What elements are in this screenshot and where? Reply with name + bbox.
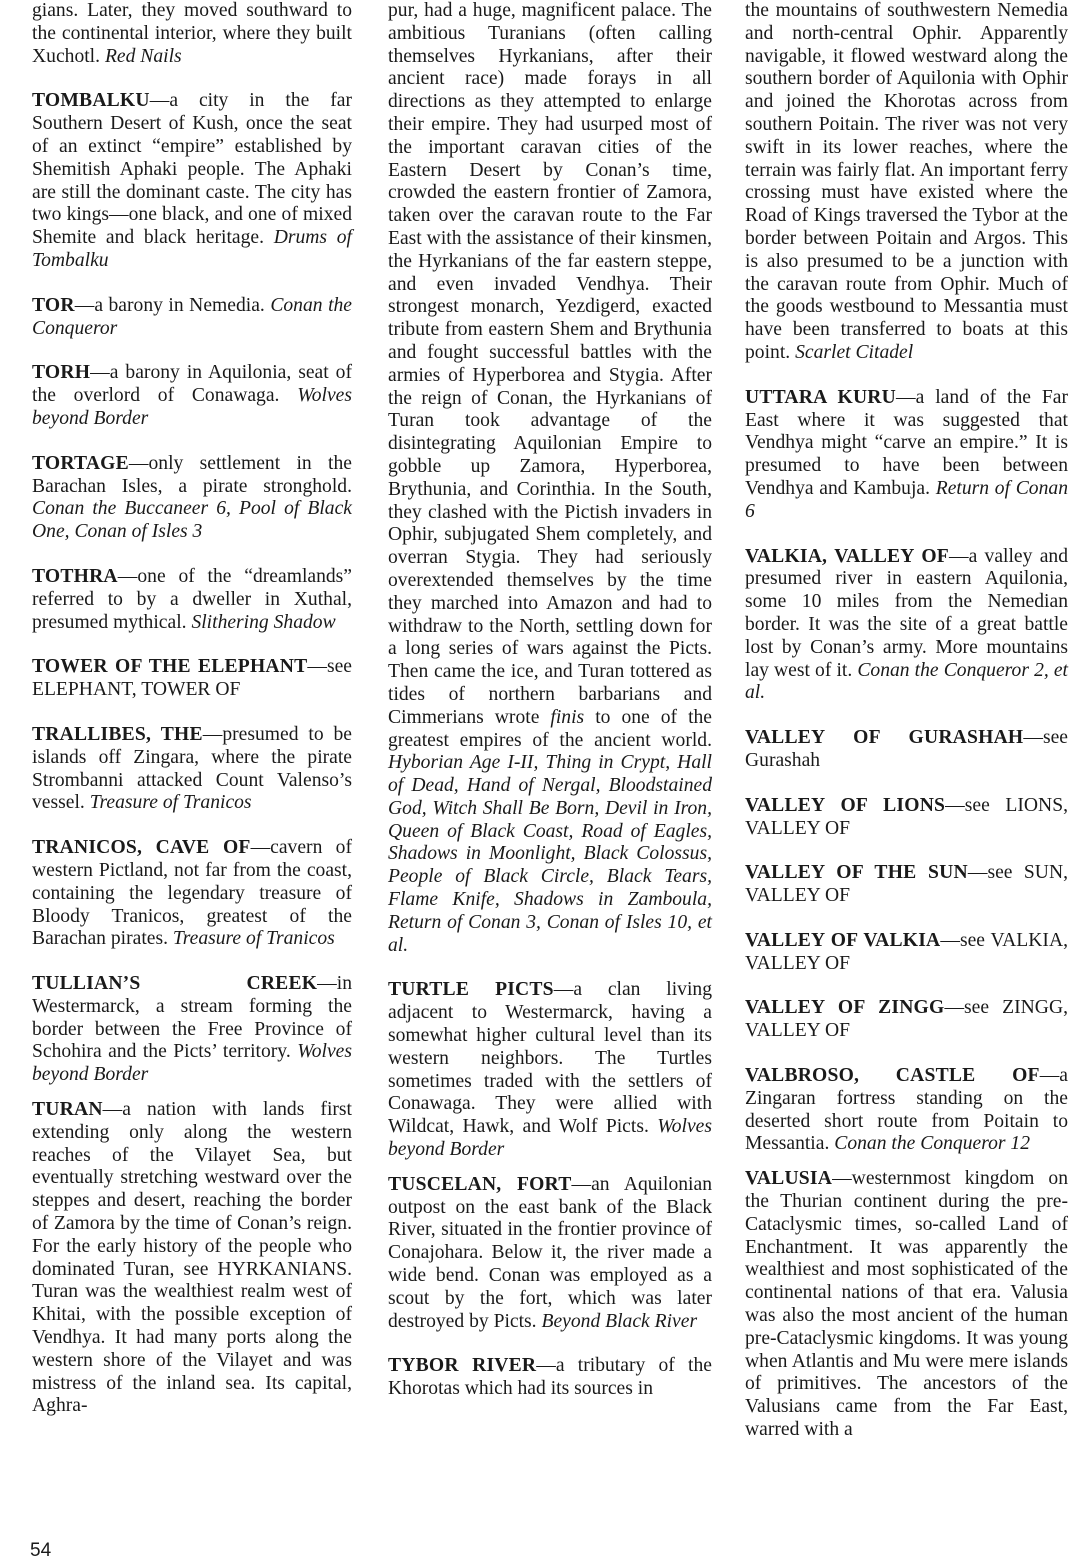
headword: VALLEY OF THE SUN [745, 862, 968, 884]
entry-body: —see VALKIA, VALLEY OF [745, 929, 1068, 974]
headword: TOWER OF THE ELEPHANT [32, 656, 308, 678]
entry-body: —see ELEPHANT, TOWER OF [32, 656, 352, 701]
entry-reference: Wolves beyond Border [32, 385, 352, 429]
headword: VALUSIA [745, 1168, 833, 1190]
entry-reference: Wolves beyond Border [32, 1041, 352, 1086]
entry-body: —see ZINGG, VALLEY OF [745, 997, 1068, 1042]
entry-turan-continued [388, 0, 712, 957]
entry-tybor-continued [745, 0, 1068, 365]
headword: TOTHRA [32, 565, 118, 587]
entry-body: —a city in the far Southern Desert of Kush, once the seat of an extinct “empire” established by Shemitish Aphaki people. The Aphaki are still the dominant caste. The city has two kings—one black, and one of mixed Shemite and black heritage. [32, 90, 352, 249]
headword: TRALLIBES, THE [32, 723, 203, 745]
entry-body: —see Gurashah [745, 727, 1068, 771]
entry-body: —a Zingaran fortress standing on the deserted short route from Poitain to Messantia. [745, 1065, 1068, 1155]
headword: TULLIAN’S CREEK [32, 973, 318, 995]
entry-body: —a clan living adjacent to Westermarck, having a somewhat higher cultural level than its western neighbors. The Turtles sometimes traded with the settlers of Conawaga. They were allied with Wildcat, Hawk, and Wolf Picts. [388, 979, 712, 1138]
entry-tybor-river [388, 1355, 712, 1401]
entry-reference: Hyborian Age I-II, Thing in Crypt, Hall of Dead, Hand of Nergal, Bloodstained God, Witch Shall Be Born, Devil in Iron, Queen of Black Coast, Road of Eagles, Shadows in Moonlight, Black Colossus, People of Black Circle, Black Tears, Flame Knife, Shadows in Zamboula, Return of Conan 3, Conan of Isles 10, et al. [388, 752, 712, 956]
entry-body: pur, had a huge, magnificent palace. The ambitious Turanians (often calling themselves Hyrkanians, after their ancient race) made forays in all directions as they attempted to enlarge their empire. They had usurped most of the important caravan cities of the Eastern Desert by Conan’s time, crowded the eastern frontier of Zamora, taken over the caravan route to the Far East with the assistance of their kinsmen, the Hyrkanians of the far eastern steppe, and even invaded Vendhya. Their strongest monarch, Yezdigerd, exacted tribute from eastern Shem and Brythunia and fought successful battles with the armies of Hyperborea and Stygia. After the reign of Conan, the Hyrkanians of Turan took advantage of the disintegrating Aquilonian Empire to gobble up Zamora, Hyperborea, Brythunia, and Corinthia. In the South, they clashed with the Pictish invaders in Ophir, subjugated Shem completely, and overran Stygia. They had seriously overextended themselves by the time they marched into Amazon and had to withdraw to the North, settling down for a long series of wars against the Picts. Then came the ice, and Turan tottered as tides of northern barbarians and Cimmerians wrote [388, 0, 712, 728]
entry-valkia-valley [745, 546, 1068, 706]
headword: TORH [32, 362, 91, 384]
entry-tranicos-cave [32, 837, 352, 951]
entry-body: gians. Later, they moved southward to the continental interior, where they built Xuchotl. [32, 0, 352, 67]
entry-body: —cavern of western Pictland, not far from the coast, containing the legendary treasure of Bloody Tranicos, greatest of the Barachan pirates. [32, 837, 352, 950]
entry-turan [32, 1099, 352, 1418]
entry-tombalku [32, 90, 352, 272]
entry-body: —see SUN, VALLEY OF [745, 862, 1068, 907]
entry-valley-of-zingg [745, 997, 1068, 1043]
headword: VALLEY OF GURASHAH [745, 727, 1024, 749]
headword: VALBROSO, CASTLE OF [745, 1065, 1040, 1087]
headword: TYBOR RIVER [388, 1355, 537, 1377]
entry-reference: Slithering Shadow [191, 611, 336, 633]
entry-body: —a nation with lands first extending only along the western reaches of the Vilayet Sea, but eventually stretching westward over the steppes and desert, reaching the border of Zamora by the time of Conan’s reign. For the early history of the people who dominated Turan, see HYRKANIANS. Turan was the wealthiest realm west of Khitai, with the possible exception of Vendhya. It had many ports along the western shore of the Vilayet and was mistress of the inland sea. Its capital, Aghra- [32, 1099, 352, 1417]
entry-valley-of-valkia [745, 930, 1068, 976]
entry-reference: Scarlet Citadel [795, 341, 914, 363]
headword: TUSCELAN, FORT [388, 1173, 572, 1195]
entry-body: the mountains of southwestern Nemedia and north-central Ophir. Apparently navigable, it flowed westward along the southern border of Aquilonia with Ophir and joined the Khorotas across from southern Poitain. The river was not very swift in its lower reaches, where the terrain was fairly flat. An important ferry crossing must have existed where the Road of Kings traversed the Tybor at the border between Poitain and Argos. This is also presumed to be a junction with the caravan route from Ophir. Much of the goods westbound to Messantia must have been transferred to boats at this point. [745, 0, 1068, 363]
entry-body-tail: to one of the greatest empires of the ancient world. [388, 706, 713, 751]
entry-reference: Conan the Conqueror [32, 294, 353, 339]
entry-tothra [32, 566, 352, 634]
entry-continued [32, 0, 352, 68]
entry-body: —a valley and presumed river in eastern Aquilonia, some 10 miles from the Nemedian border. It was the site of a great battle lost by Conan’s army. More mountains lay west of it. [745, 545, 1068, 681]
entry-valley-of-lions [745, 795, 1068, 841]
entry-body: —one of the “dreamlands” referred to by a dweller in Xuthal, presumed mythical. [32, 565, 352, 633]
entry-valbroso-castle [745, 1065, 1068, 1156]
entry-torh [32, 362, 352, 430]
headword: TOMBALKU [32, 90, 150, 112]
entry-tower-of-the-elephant [32, 656, 352, 702]
entry-tullians-creek [32, 973, 352, 1087]
entry-reference: Conan the Buccaneer 6, Pool of Black One, Conan of Isles 3 [32, 498, 352, 543]
entry-body: —westernmost kingdom on the Thurian continent during the pre-Cataclysmic times, so-called Land of Enchantment. It was apparently the wealthiest and most sophisticated of the continental nations of that era. Valusia was also the most ancient of the human pre-Cataclysmic kingdoms. It was young when Atlantis and Mu were mere islands of primitives. The ancestors of the Valusians came from the Far East, warred with a [745, 1168, 1068, 1441]
entry-valley-of-the-sun [745, 862, 1068, 908]
entry-body: —presumed to be islands off Zingara, where the pirate Strombanni attacked Count Valenso’s vessel. [32, 723, 352, 814]
entry-reference: Wolves beyond Border [388, 1116, 713, 1161]
headword: VALKIA, VALLEY OF [745, 545, 949, 567]
entry-reference: Return of Conan 6 [745, 477, 1068, 522]
entry-body: —in Westermarck, a stream forming the border between the Free Province of Schohira and the Picts’ territory. [32, 973, 352, 1063]
entry-body: —an Aquilonian outpost on the east bank of the Black River, situated in the frontier province of Conajohara. Below it, the river made a wide bend. Conan was employed as a scout by the fort, which was later destroyed by Picts. [388, 1173, 712, 1332]
entry-turtle-picts [388, 979, 712, 1161]
entry-body: —a barony in Nemedia. [74, 294, 265, 316]
entry-reference: Treasure of Tranicos [89, 792, 252, 814]
entry-uttara-kuru [745, 387, 1068, 524]
headword: VALLEY OF LIONS [745, 794, 946, 816]
entry-body: —a tributary of the Khorotas which had its sources in [388, 1355, 712, 1400]
headword: VALLEY OF ZINGG [745, 997, 945, 1019]
headword: TORTAGE [32, 452, 129, 474]
entry-body: —see LIONS, VALLEY OF [745, 794, 1068, 839]
column-3 [745, 0, 1068, 1464]
entry-reference: Treasure of Tranicos [172, 928, 335, 950]
entry-tuscelan-fort [388, 1174, 712, 1334]
entry-trallibes [32, 724, 352, 815]
entry-reference: Red Nails [104, 45, 182, 67]
entry-valusia [745, 1168, 1068, 1442]
column-2 [388, 0, 712, 1423]
finis-word: finis [550, 706, 585, 728]
column-1 [32, 0, 352, 1440]
entry-body: —a land of the Far East where it was suggested that Vendhya might “carve an empire.” It is presumed to have been between Vendhya and Kambuja. [745, 386, 1068, 499]
headword: UTTARA KURU [745, 386, 896, 408]
entry-reference: Beyond Black River [541, 1310, 698, 1332]
entry-body: —a barony in Aquilonia, seat of the overlord of Conawaga. [32, 362, 352, 407]
headword: VALLEY OF VALKIA [745, 929, 941, 951]
entry-tor [32, 295, 352, 341]
entry-tortage [32, 453, 352, 544]
page-number: 54 [30, 1540, 52, 1561]
headword: TOR [32, 294, 75, 316]
entry-reference: Drums of Tombalku [32, 227, 352, 271]
headword: TURTLE PICTS [388, 979, 554, 1001]
headword: TRANICOS, CAVE OF [32, 837, 251, 859]
entry-reference: Conan the Conqueror 2, et al. [745, 659, 1068, 704]
entry-body: —only settlement in the Barachan Isles, a pirate stronghold. [32, 452, 352, 497]
headword: TURAN [32, 1099, 103, 1121]
entry-valley-of-gurashah [745, 727, 1068, 773]
entry-reference: Conan the Conqueror 12 [834, 1133, 1031, 1155]
